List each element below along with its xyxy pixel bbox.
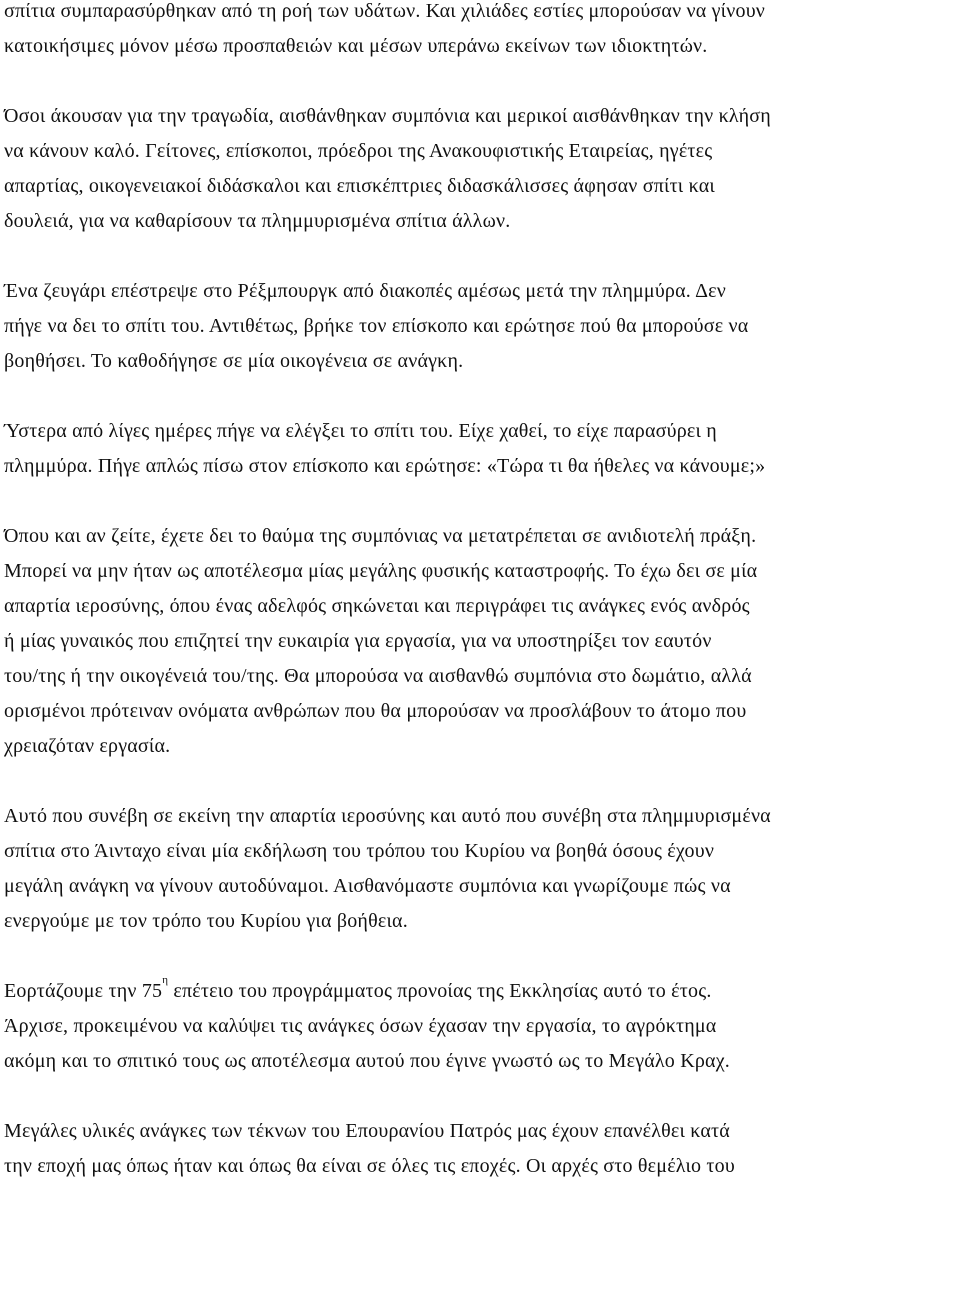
text-line: Άρχισε, προκειμένου να καλύψει τις ανάγκες όσων έχασαν την εργασία, το αγρόκτημα <box>4 1015 717 1037</box>
text-line: απαρτία ιεροσύνης, όπου ένας αδελφός σηκώνεται και περιγράφει τις ανάγκες ενός ανδρός <box>4 595 750 617</box>
paragraph-5 <box>4 519 956 764</box>
paragraph-3 <box>4 274 956 379</box>
paragraph-1 <box>4 0 956 64</box>
text-line: βοηθήσει. Το καθοδήγησε σε μία οικογένεια σε ανάγκη. <box>4 350 464 372</box>
paragraph-gap <box>4 1079 956 1114</box>
text-line-with-ordinal <box>4 974 956 1009</box>
text-line: ακόμη και το σπιτικό τους ως αποτέλεσμα αυτού που έγινε γνωστό ως το Μεγάλο Κραχ. <box>4 1050 730 1072</box>
paragraph-7 <box>4 974 956 1079</box>
paragraph-8 <box>4 1114 956 1184</box>
text-line: την εποχή μας όπως ήταν και όπως θα είναι σε όλες τις εποχές. Οι αρχές στο θεμέλιο του <box>4 1155 735 1177</box>
text-line: πλημμύρα. Πήγε απλώς πίσω στον επίσκοπο και ερώτησε: «Τώρα τι θα ήθελες να κάνουμε;» <box>4 455 766 477</box>
text-line: ενεργούμε με τον τρόπο του Κυρίου για βοήθεια. <box>4 910 408 932</box>
text-line: του/της ή την οικογένειά του/της. Θα μπορούσα να αισθανθώ συμπόνια στο δωμάτιο, αλλά <box>4 665 752 687</box>
paragraph-6 <box>4 799 956 939</box>
text-line: να κάνουν καλό. Γείτονες, επίσκοποι, πρόεδροι της Ανακουφιστικής Εταιρείας, ηγέτες <box>4 140 713 162</box>
text-line: σπίτια συμπαρασύρθηκαν από τη ροή των υδάτων. Και χιλιάδες εστίες μπορούσαν να γίνουν <box>4 0 766 22</box>
paragraph-gap <box>4 379 956 414</box>
text-line: Όπου και αν ζείτε, έχετε δει το θαύμα της συμπόνιας να μετατρέπεται σε ανιδιοτελή πράξη. <box>4 525 757 547</box>
text-line: Μπορεί να μην ήταν ως αποτέλεσμα μίας μεγάλης φυσικής καταστροφής. Το έχω δει σε μία <box>4 560 758 582</box>
paragraph-gap <box>4 939 956 974</box>
paragraph-2 <box>4 99 956 239</box>
text-line: πήγε να δει το σπίτι του. Αντιθέτως, βρήκε τον επίσκοπο και ερώτησε πού θα μπορούσε να <box>4 315 749 337</box>
text-line: σπίτια στο Άινταχο είναι μία εκδήλωση του τρόπου του Κυρίου να βοηθά όσους έχουν <box>4 840 715 862</box>
document-page <box>4 0 956 1184</box>
text-line: Ένα ζευγάρι επέστρεψε στο Ρέξμπουργκ από διακοπές αμέσως μετά την πλημμύρα. Δεν <box>4 280 726 302</box>
paragraph-gap <box>4 484 956 519</box>
paragraph-gap <box>4 239 956 274</box>
text-line: χρειαζόταν εργασία. <box>4 735 171 757</box>
text-line: κατοικήσιμες μόνον μέσω προσπαθειών και μέσων υπεράνω εκείνων των ιδιοκτητών. <box>4 35 708 57</box>
text-line: μεγάλη ανάγκη να γίνουν αυτοδύναμοι. Αισθανόμαστε συμπόνια και γνωρίζουμε πώς να <box>4 875 731 897</box>
ordinal-superscript: η <box>162 974 169 986</box>
text-line: δουλειά, για να καθαρίσουν τα πλημμυρισμένα σπίτια άλλων. <box>4 210 511 232</box>
text-line: Μεγάλες υλικές ανάγκες των τέκνων του Επουρανίου Πατρός μας έχουν επανέλθει κατά <box>4 1120 730 1142</box>
text-line: ή μίας γυναικός που επιζητεί την ευκαιρία για εργασία, για να υποστηρίξει τον εαυτόν <box>4 630 712 652</box>
text-line: Αυτό που συνέβη σε εκείνη την απαρτία ιεροσύνης και αυτό που συνέβη στα πλημμυρισμένα <box>4 805 771 827</box>
text-line: Όσοι άκουσαν για την τραγωδία, αισθάνθηκαν συμπόνια και μερικοί αισθάνθηκαν την κλήση <box>4 105 771 127</box>
text-fragment: επέτειο του προγράμματος προνοίας της Εκκλησίας αυτό το έτος. <box>168 980 712 1002</box>
text-fragment: Εορτάζουμε την 75 <box>4 980 163 1002</box>
paragraph-4 <box>4 414 956 484</box>
text-line: απαρτίας, οικογενειακοί διδάσκαλοι και επισκέπτριες διδασκάλισσες άφησαν σπίτι και <box>4 175 715 197</box>
text-line: Ύστερα από λίγες ημέρες πήγε να ελέγξει το σπίτι του. Είχε χαθεί, το είχε παρασύρει η <box>4 420 717 442</box>
paragraph-gap <box>4 764 956 799</box>
text-line: ορισμένοι πρότειναν ονόματα ανθρώπων που θα μπορούσαν να προσλάβουν το άτομο που <box>4 700 747 722</box>
paragraph-gap <box>4 64 956 99</box>
